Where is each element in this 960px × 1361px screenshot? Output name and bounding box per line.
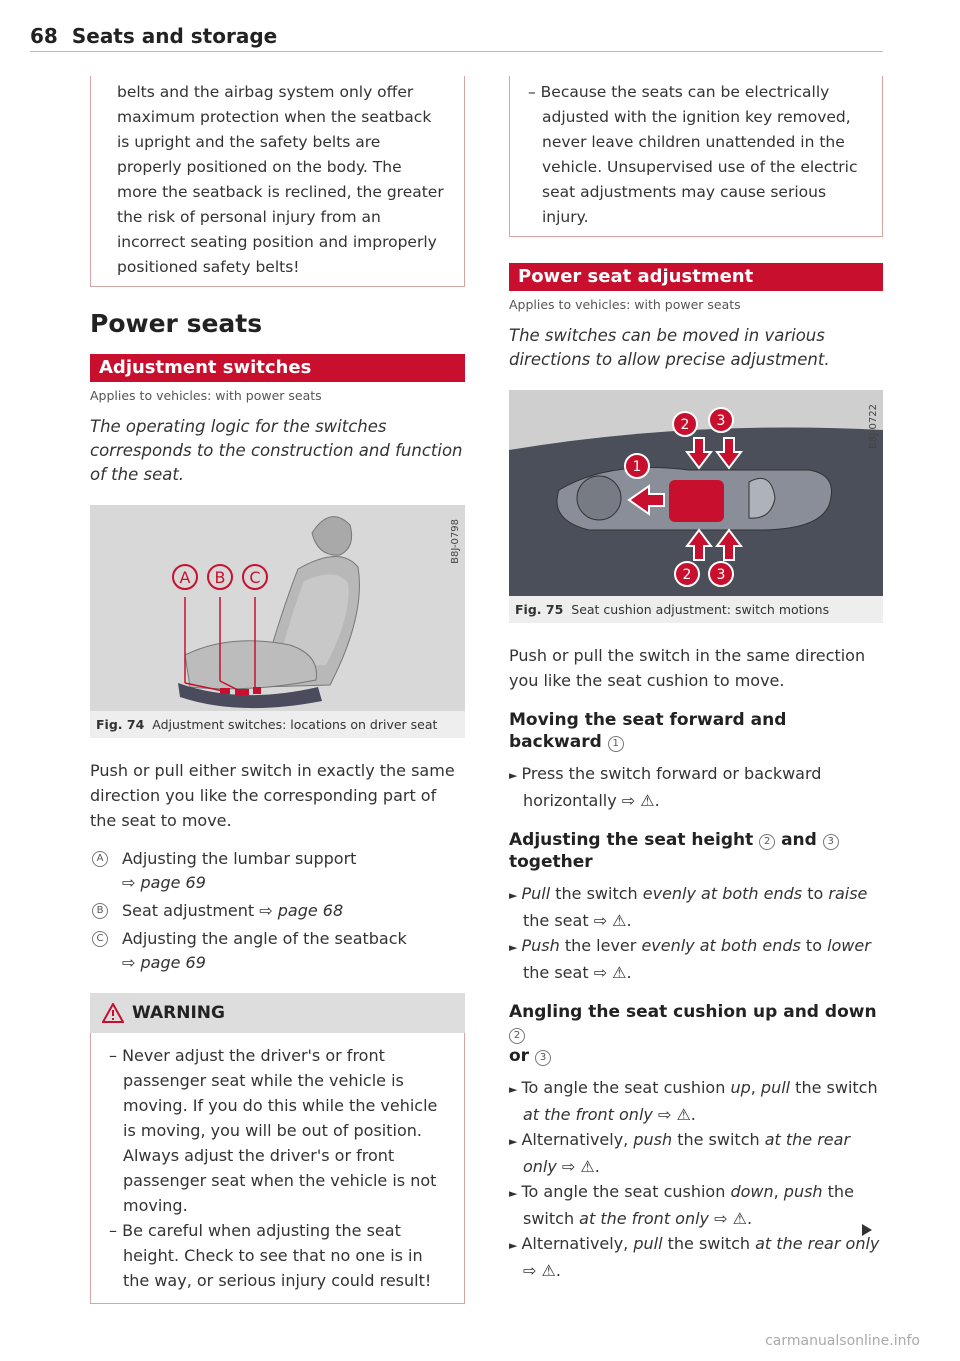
continued-warning-right — [509, 76, 883, 237]
continued-warning — [90, 76, 465, 287]
bullet-arrow-icon: ► — [509, 941, 518, 954]
subsection-title-power-seat-adjustment: Power seat adjustment — [509, 263, 883, 291]
callout-3-bottom: 3 — [716, 567, 726, 583]
num-2-icon: 2 — [509, 1028, 525, 1044]
callout-c: C — [249, 568, 261, 587]
figure-caption — [509, 596, 883, 623]
warning-title: WARNING — [132, 1003, 225, 1023]
callout-3-top: 3 — [716, 413, 726, 429]
bullet-arrow-icon: ► — [509, 1187, 518, 1200]
figure-number: Fig. 75 — [515, 602, 564, 617]
callout-1: 1 — [632, 459, 642, 475]
step-item: ► Alternatively, push the switch at the rear only ⇨ ⚠. — [509, 1130, 851, 1176]
num-3-icon: 3 — [535, 1050, 551, 1066]
warning-item: – Never adjust the driver's or front passenger seat while the vehicle is moving. If you do this while the vehicle is moving, you will be out of position. Always adjust the driver's or front passenger seat when the vehicle is not moving. — [109, 1046, 438, 1215]
heading-text: and — [781, 830, 817, 850]
seat-illustration — [90, 505, 465, 711]
intro-text: The operating logic for the switches corresponds to the construction and function of the seat. — [90, 417, 463, 484]
step-item: ► To angle the seat cushion down, push the switch at the front only ⇨ ⚠. — [509, 1182, 854, 1228]
continue-arrow-icon — [862, 1224, 872, 1236]
list-item-text: Adjusting the angle of the seatback — [122, 929, 407, 948]
switch-illustration — [509, 390, 883, 596]
num-3-icon: 3 — [823, 834, 839, 850]
body-paragraph: Push or pull either switch in exactly the same direction you like the corresponding part of the seat to move. — [90, 761, 455, 830]
left-column — [90, 76, 465, 1304]
num-1-icon: 1 — [608, 736, 624, 752]
figure-code: B8J-0722 — [868, 404, 879, 449]
warning-triangle-icon — [102, 1003, 124, 1023]
warning-item: – Be careful when adjusting the seat height. Check to see that no one is in the way, or serious injury could result! — [109, 1221, 432, 1290]
step-item: ► Alternatively, pull the switch at the rear only ⇨ ⚠. — [509, 1234, 880, 1280]
bullet-arrow-icon: ► — [509, 769, 518, 782]
label-b-icon: B — [92, 903, 108, 919]
step-item: ► To angle the seat cushion up, pull the switch at the front only ⇨ ⚠. — [509, 1078, 878, 1124]
applies-note: Applies to vehicles: with power seats — [90, 388, 322, 403]
step-text: Press the switch forward or backward horizontally ⇨ ⚠. — [521, 764, 822, 810]
bullet-arrow-icon: ► — [509, 889, 518, 902]
heading-text: Moving the seat forward and backward — [509, 710, 787, 752]
heading-forward-backward — [509, 709, 883, 753]
heading-text: Adjusting the seat height — [509, 830, 754, 850]
heading-text: or — [509, 1046, 530, 1066]
switch-list — [90, 847, 465, 975]
figure-caption-text: Adjustment switches: locations on driver seat — [152, 717, 438, 732]
continued-warning-text: – Because the seats can be electrically adjusted with the ignition key removed, never leave children unattended in the vehicle. Unsupervised use of the electric seat adjustments may cause serious injury. — [528, 83, 858, 226]
bullet-arrow-icon: ► — [509, 1135, 518, 1148]
list-item-text: Adjusting the lumbar support — [122, 849, 357, 868]
seat-drawing — [90, 505, 465, 711]
right-column — [509, 76, 883, 1283]
label-c-icon: C — [92, 931, 108, 947]
page-number: 68 — [30, 24, 58, 48]
figure-number: Fig. 74 — [96, 717, 145, 732]
step-item: ► Pull the switch evenly at both ends to raise the seat ⇨ ⚠. — [509, 884, 868, 930]
figure-74 — [90, 505, 465, 738]
heading-angle-cushion — [509, 1001, 883, 1067]
figure-code: B8J-0798 — [450, 519, 461, 564]
callout-2-top: 2 — [680, 417, 690, 433]
page-ref-link[interactable]: ⇨ page 69 — [122, 873, 206, 892]
warning-body — [90, 1033, 465, 1304]
bullet-arrow-icon: ► — [509, 1083, 518, 1096]
heading-seat-height — [509, 829, 883, 873]
callout-b: B — [214, 568, 226, 587]
label-a-icon: A — [92, 851, 108, 867]
heading-text: Angling the seat cushion up and down — [509, 1002, 877, 1022]
callout-2-bottom: 2 — [682, 567, 692, 583]
section-title: Seats and storage — [71, 24, 278, 48]
warning-box — [90, 993, 465, 1304]
step-item — [509, 761, 883, 813]
bullet-arrow-icon: ► — [509, 1239, 518, 1252]
section-heading: Power seats — [90, 309, 263, 338]
list-item — [90, 847, 465, 895]
heading-text: together — [509, 852, 593, 872]
list-item — [90, 927, 465, 975]
watermark: carmanualsonline.info — [765, 1333, 920, 1349]
intro-text: The switches can be moved in various directions to allow precise adjustment. — [509, 326, 830, 369]
subsection-title-adjustment-switches: Adjustment switches — [90, 354, 465, 382]
page-ref-link[interactable]: ⇨ page 68 — [259, 901, 344, 920]
body-paragraph: Push or pull the switch in the same direction you like the seat cushion to move. — [509, 646, 866, 690]
figure-caption — [90, 711, 465, 738]
page-header — [30, 24, 883, 52]
continued-warning-text: belts and the airbag system only offer maximum protection when the seatback is upright and the safety belts are properly positioned on the body. The more the seatback is reclined, the greater the risk of personal injury from an incorrect seating position and improperly positioned safety belts! — [117, 83, 444, 276]
figure-caption-text: Seat cushion adjustment: switch motions — [571, 602, 830, 617]
figure-75 — [509, 390, 883, 623]
list-item — [90, 899, 465, 923]
step-item: ► Push the lever evenly at both ends to lower the seat ⇨ ⚠. — [509, 936, 871, 982]
page-ref-link[interactable]: ⇨ page 69 — [122, 953, 206, 972]
applies-note: Applies to vehicles: with power seats — [509, 297, 741, 312]
list-item-text: Seat adjustment — [122, 901, 255, 920]
warning-header — [90, 993, 465, 1033]
callout-a: A — [179, 568, 191, 587]
switch-drawing — [509, 390, 883, 596]
num-2-icon: 2 — [759, 834, 775, 850]
